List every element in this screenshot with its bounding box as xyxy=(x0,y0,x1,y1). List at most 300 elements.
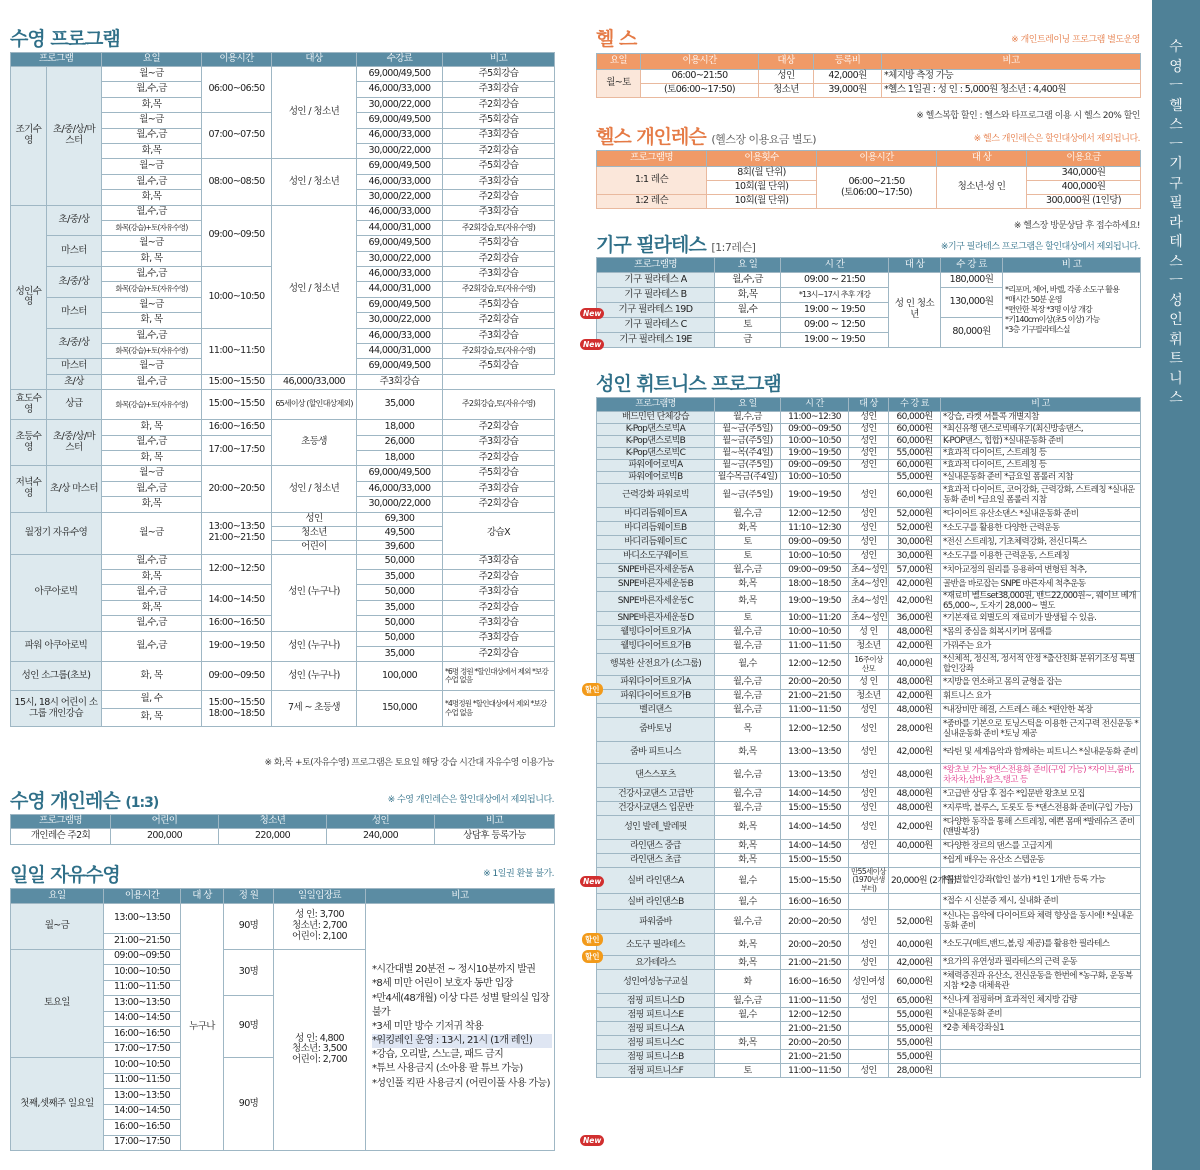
pt-time: (토06:00~17:50) xyxy=(841,186,912,198)
free-note: *시간대별 20분전 ~ 정시10분까지 발권 xyxy=(372,964,536,976)
target-cell: 성인 (누구나) xyxy=(272,662,357,691)
fitness-target: 초4~성인 xyxy=(849,612,889,626)
pilates-day: 월,수,금 xyxy=(715,273,781,288)
pilates-table xyxy=(596,257,1141,348)
fitness-row xyxy=(597,718,1141,742)
health-remark: *헬스 1일권 : 성 인 : 5,000원 청소년 : 4,400원 xyxy=(882,84,1141,98)
fitness-remark: *지방을 연소하고 몸의 균형을 잡는 xyxy=(941,676,1141,690)
swim-lesson-note: ※ 수영 개인레슨은 할인대상에서 제외됩니다. xyxy=(387,795,554,805)
fee-cell: 18,000 xyxy=(357,420,443,435)
lesson-cell: 200,000 xyxy=(111,829,219,845)
sub-level: 마스터 xyxy=(47,359,102,374)
fitness-row xyxy=(597,436,1141,448)
pilates-fee: 130,000원 xyxy=(941,288,1003,318)
free-time: 14:00~14:50 xyxy=(104,1011,181,1027)
pilates-remark: *리포머, 체어, 바렐, 각종 소도구 활용 xyxy=(1005,285,1120,294)
fitness-program: SNPE바른자세운동A xyxy=(597,564,715,578)
time-cell: 06:00~06:50 xyxy=(202,67,272,113)
fitness-row xyxy=(597,448,1141,460)
fitness-row xyxy=(597,854,1141,868)
free-cap: 90명 xyxy=(224,1058,274,1151)
fitness-fee: 65,000원 xyxy=(889,994,941,1008)
sub-level: 초/상 xyxy=(47,374,102,389)
fee-cell: 69,000/49,500 xyxy=(357,67,443,82)
fitness-remark: *라틴 및 세계음악과 함께하는 피트니스 *실내운동화 준비 xyxy=(941,742,1141,764)
fitness-program: 줌바토닝 xyxy=(597,718,715,742)
fitness-program: 점핑 피트니스F xyxy=(597,1064,715,1078)
fee-cell: 30,000/22,000 xyxy=(357,497,443,512)
pilates-remark: *매시간 50분 운영 xyxy=(1005,295,1062,304)
fitness-target xyxy=(849,1036,889,1050)
pilates-time: 19:00 ~ 19:50 xyxy=(781,333,889,348)
pilates-day: 화,목 xyxy=(715,288,781,303)
fitness-remark: *치아교정의 원리를 응용하여 변형된 척추, xyxy=(941,564,1141,578)
free-time: 21:00~21:50 xyxy=(104,934,181,950)
pilates-remark: *3층 기구필라테스실 xyxy=(1005,325,1070,334)
fitness-day: 월,수 xyxy=(715,894,781,910)
pilates-day: 월,수 xyxy=(715,303,781,318)
fitness-remark: *접수 시 신분증 제시, 실내화 준비 xyxy=(941,894,1141,910)
sub-level: 초/상 마스터 xyxy=(47,466,102,512)
fitness-fee: 48,000원 xyxy=(889,676,941,690)
fitness-day: 목 xyxy=(715,718,781,742)
fee-cell: 46,000/33,000 xyxy=(272,374,357,389)
lesson-cell: 240,000 xyxy=(327,829,435,845)
fitness-fee: 55,000원 xyxy=(889,472,941,484)
fee-cell: 35,000 xyxy=(357,600,443,615)
new-badge: New xyxy=(580,1135,604,1146)
fee-cell: 46,000/33,000 xyxy=(357,174,443,189)
fitness-time: 19:00~19:50 xyxy=(781,448,849,460)
free-note: *만4세(48개월) 이상 다른 성별 탈의실 입장 불가 xyxy=(372,992,550,1018)
fitness-fee: 30,000원 xyxy=(889,536,941,550)
time-cell: 10:00~10:50 xyxy=(202,267,272,329)
fitness-program: 점핑 피트니스D xyxy=(597,994,715,1008)
fitness-row xyxy=(597,484,1141,508)
fitness-fee: 28,000원 xyxy=(889,1064,941,1078)
sub-level: 초/중/상 xyxy=(47,205,102,236)
fitness-time: 09:00~09:50 xyxy=(781,460,849,472)
fitness-remark: *소도구를 활용한 다양한 근력운동 xyxy=(941,522,1141,536)
fitness-row xyxy=(597,764,1141,788)
free-cap: 90명 xyxy=(224,904,274,950)
fitness-row xyxy=(597,840,1141,854)
fitness-day: 월,수,금 xyxy=(715,802,781,816)
fitness-row xyxy=(597,742,1141,764)
target-cell: 성인 / 청소년 xyxy=(272,159,357,205)
fitness-row xyxy=(597,564,1141,578)
time-cell: 09:00~09:50 xyxy=(202,662,272,691)
fee-cell: 44,000/31,000 xyxy=(357,282,443,297)
health-target: 청소년 xyxy=(759,84,814,98)
day-cell: 월,수,금 xyxy=(102,631,202,662)
fitness-row xyxy=(597,1050,1141,1064)
free-time: 09:00~09:50 xyxy=(104,949,181,965)
fitness-day: 화,목 xyxy=(715,592,781,612)
fitness-program: K-Pop댄스로빅B xyxy=(597,436,715,448)
fitness-title: 성인 휘트니스 프로그램 xyxy=(596,373,781,395)
fitness-remark: *지루박, 블루스, 도롯도 등 *댄스전용화 준비(구입 가능) xyxy=(941,802,1141,816)
target-cell: 초등생 xyxy=(272,420,357,466)
pt-program: 1:1 레슨 xyxy=(597,167,707,195)
fitness-target: 성 인 xyxy=(849,626,889,640)
fitness-remark: *특별할인강좌(할인 불가) *1인 1개반 등록 가능 xyxy=(941,868,1141,894)
fitness-day: 화,목 xyxy=(715,1036,781,1050)
fitness-time: 11:00~11:50 xyxy=(781,994,849,1008)
health-day: 월~토 xyxy=(597,70,641,98)
fitness-target: 성인 xyxy=(849,934,889,956)
pt-count: 8회(월 단위) xyxy=(707,167,817,181)
day-cell: 월~금 xyxy=(102,159,202,174)
fitness-day: 월~목(주4일) xyxy=(715,448,781,460)
fitness-target: 성인 xyxy=(849,816,889,840)
sale-badge: 할인 xyxy=(582,683,603,696)
fitness-fee: 60,000원 xyxy=(889,412,941,424)
fitness-program: 파워다이어트요가B xyxy=(597,690,715,704)
swim-header-time: 이용시간 xyxy=(202,53,272,67)
fitness-program: SNPE바른자세운동C xyxy=(597,592,715,612)
fitness-fee: 60,000원 xyxy=(889,436,941,448)
free-time: 17:00~17:50 xyxy=(104,1135,181,1151)
fitness-day xyxy=(715,1022,781,1036)
health-header: 대상 xyxy=(759,54,814,70)
health-time: (토06:00~17:50) xyxy=(641,84,759,98)
target-cell: 어린이 xyxy=(272,540,357,554)
fitness-row xyxy=(597,460,1141,472)
remark-cell: 주2회강습,토(자유수영) xyxy=(443,220,555,235)
fee-cell: 46,000/33,000 xyxy=(357,481,443,496)
fitness-program: 점핑 피트니스E xyxy=(597,1008,715,1022)
health-header: 요일 xyxy=(597,54,641,70)
time-cell: 12:00~12:50 xyxy=(202,554,272,585)
fitness-remark xyxy=(941,1064,1141,1078)
group-adult-swim: 성인수영 xyxy=(11,205,47,390)
fitness-day: 월,수,금 xyxy=(715,788,781,802)
sub-level: 초/중/상 xyxy=(47,328,102,359)
fitness-time: 09:00~09:50 xyxy=(781,536,849,550)
fitness-fee: 52,000원 xyxy=(889,522,941,536)
health-fee: 42,000원 xyxy=(814,70,882,84)
remark-cell: 주5회강습 xyxy=(443,159,555,174)
fitness-fee: 60,000원 xyxy=(889,970,941,994)
pilates-note: ※기구 필라테스 프로그램은 할인대상에서 제외됩니다. xyxy=(940,242,1140,252)
fitness-row xyxy=(597,1036,1141,1050)
sale-badge: 할인 xyxy=(582,950,603,963)
free-time: 10:00~10:50 xyxy=(104,1058,181,1074)
day-cell: 월~금 xyxy=(102,466,202,481)
fitness-time: 19:00~19:50 xyxy=(781,592,849,612)
day-cell: 화,목 xyxy=(102,190,202,205)
fee-cell: 46,000/33,000 xyxy=(357,267,443,282)
remark-cell: 주3회강습 xyxy=(443,554,555,569)
fitness-remark: *소도구를 이용한 근력운동, 스트레칭 xyxy=(941,550,1141,564)
pilates-program: 기구 필라테스 B xyxy=(597,288,715,303)
lesson-header: 청소년 xyxy=(219,815,327,829)
free-fee-line: 어린이: 2,100 xyxy=(292,930,347,942)
remark-cell: 주2회강습,토(자유수영) xyxy=(443,390,555,420)
pilates-remark: *키140cm이상(초5 이상) 가능 xyxy=(1005,315,1100,324)
fitness-remark xyxy=(941,1036,1141,1050)
fitness-target: 초4~성인 xyxy=(849,564,889,578)
fitness-fee: 48,000원 xyxy=(889,626,941,640)
fee-cell: 30,000/22,000 xyxy=(357,313,443,328)
remark-cell: 주3회강습 xyxy=(443,82,555,97)
day-cell: 월,수,금 xyxy=(102,205,202,220)
fitness-time: 14:00~14:50 xyxy=(781,788,849,802)
free-day: 월~금 xyxy=(11,904,104,950)
free-time: 16:00~16:50 xyxy=(104,1120,181,1136)
pilates-title-sub: [1:7레슨] xyxy=(711,241,756,254)
day-cell: 화, 목 xyxy=(102,709,202,727)
fitness-program: 웰빙다이어트요가B xyxy=(597,640,715,654)
fitness-day: 월,수,금 xyxy=(715,508,781,522)
fitness-program: 웰빙다이어트요가A xyxy=(597,626,715,640)
side-tab xyxy=(1152,0,1200,1170)
time-cell: 09:00~09:50 xyxy=(202,205,272,267)
fitness-remark: *기본재료 외별도의 재료비가 발생될 수 있음. xyxy=(941,612,1141,626)
free-time: 16:00~16:50 xyxy=(104,1027,181,1043)
free-time: 13:00~13:50 xyxy=(104,1089,181,1105)
fitness-remark: *다양한 장르의 댄스를 고급지게 xyxy=(941,840,1141,854)
fitness-fee: 40,000원 xyxy=(889,934,941,956)
fitness-row xyxy=(597,626,1141,640)
free-fee-line: 성 인: 4,800 xyxy=(295,1032,344,1044)
fee-cell: 50,000 xyxy=(357,585,443,600)
health-title: 헬 스 xyxy=(596,28,637,50)
swim-lesson-title-sub: (1:3) xyxy=(125,795,159,811)
pilates-header: 시 간 xyxy=(781,258,889,273)
fitness-remark: *효과적 다이어트, 코어강화, 근력강화, 스트레칭 *실내운동화 준비 *금요일 폼롤러 지참 xyxy=(941,484,1141,508)
fee-cell: 49,500 xyxy=(357,526,443,540)
pilates-title: 기구 필라테스 xyxy=(596,234,706,256)
free-cap: 90명 xyxy=(224,996,274,1058)
fee-cell: 69,000/49,500 xyxy=(357,297,443,312)
swim-program-title: 수영 프로그램 xyxy=(10,28,120,50)
remark-cell: 주3회강습 xyxy=(443,267,555,282)
free-target: 누구나 xyxy=(181,904,224,1151)
fitness-time: 13:00~13:50 xyxy=(781,742,849,764)
day-cell: 화,목 xyxy=(102,143,202,158)
lesson-header: 성인 xyxy=(327,815,435,829)
fitness-program: 실버 라인댄스B xyxy=(597,894,715,910)
fitness-row xyxy=(597,970,1141,994)
fitness-time: 11:10~12:30 xyxy=(781,522,849,536)
fitness-program: SNPE바른자세운동B xyxy=(597,578,715,592)
time-line: 13:00~13:50 xyxy=(208,521,265,533)
fitness-target: 성인 xyxy=(849,522,889,536)
pt-count: 10회(월 단위) xyxy=(707,195,817,209)
fitness-time: 16:00~16:50 xyxy=(781,970,849,994)
time-line: 15:00~15:50 xyxy=(208,697,265,709)
fee-cell: 30,000/22,000 xyxy=(357,97,443,112)
fitness-target: 성인 xyxy=(849,448,889,460)
fitness-fee: 42,000원 xyxy=(889,690,941,704)
time-cell: 17:00~17:50 xyxy=(202,435,272,466)
fitness-remark: *고급반 상담 후 접수 *입문반 왕초보 모집 xyxy=(941,788,1141,802)
fitness-target: 성인 xyxy=(849,1064,889,1078)
remark-cell: 주5회강습 xyxy=(443,359,555,374)
fitness-fee: 28,000원 xyxy=(889,718,941,742)
free-note: *강습, 오리발, 스노클, 패드 금지 xyxy=(372,1049,504,1061)
time-cell: 07:00~07:50 xyxy=(202,113,272,159)
fitness-time: 12:00~12:50 xyxy=(781,508,849,522)
remark-cell: 주3회강습 xyxy=(443,481,555,496)
fee-cell: 69,000/49,500 xyxy=(357,159,443,174)
fitness-fee: 42,000원 xyxy=(889,742,941,764)
fitness-fee: 42,000원 xyxy=(889,578,941,592)
pt-fee: 400,000원 xyxy=(1027,181,1141,195)
health-time: 06:00~21:50 xyxy=(641,70,759,84)
free-time: 14:00~14:50 xyxy=(104,1104,181,1120)
fee-cell: 30,000/22,000 xyxy=(357,143,443,158)
sub-level: 초/중/상/마스터 xyxy=(47,67,102,206)
fitness-target: 만55세이상 (1970년생부터) xyxy=(849,868,889,894)
time-cell: 14:00~14:50 xyxy=(202,585,272,616)
fitness-day: 화,목 xyxy=(715,816,781,840)
fitness-row xyxy=(597,508,1141,522)
fitness-fee xyxy=(889,894,941,910)
swim-header-day: 요일 xyxy=(102,53,202,67)
fitness-remark: *효과적 다이어트, 스트레칭 등 xyxy=(941,460,1141,472)
pilates-program: 기구 필라테스 19E xyxy=(597,333,715,348)
pilates-header: 비 고 xyxy=(1003,258,1141,273)
fitness-day: 월~금(주5일) xyxy=(715,436,781,448)
day-cell: 월,수,금 xyxy=(102,174,202,189)
target-cell: 7세 ~ 초등생 xyxy=(272,691,357,727)
target-cell: 성인 xyxy=(272,512,357,526)
swim-header-remark: 비고 xyxy=(443,53,555,67)
fitness-target xyxy=(849,894,889,910)
day-cell: 화,목 xyxy=(102,497,202,512)
fitness-row xyxy=(597,676,1141,690)
fitness-remark: *왕초보 가능 *댄스전용화 준비(구입 가능) *자이브,룸바,차차차,삼바,왈츠,탱고 등 xyxy=(941,764,1141,788)
health-pt-title: 헬스 개인레슨 xyxy=(596,126,706,148)
pilates-time: 09:00 ~ 12:50 xyxy=(781,318,889,333)
health-pt-table xyxy=(596,150,1141,209)
fitness-day xyxy=(715,1050,781,1064)
fitness-day: 월,수 xyxy=(715,654,781,676)
day-cell: 월~금 xyxy=(102,297,202,312)
fitness-fee: 30,000원 xyxy=(889,550,941,564)
fee-cell: 150,000 xyxy=(357,691,443,727)
fitness-header: 수 강 료 xyxy=(889,398,941,412)
fitness-header: 비 고 xyxy=(941,398,1141,412)
pilates-time: 19:00 ~ 19:50 xyxy=(781,303,889,318)
fitness-target xyxy=(849,1022,889,1036)
fitness-time: 14:00~14:50 xyxy=(781,840,849,854)
free-note: *3세 미만 방수 기저귀 착용 xyxy=(372,1020,484,1032)
group-senior-swim: 효도수영 xyxy=(11,390,47,420)
fitness-time: 21:00~21:50 xyxy=(781,1022,849,1036)
remark-cell: 주2회강습 xyxy=(443,97,555,112)
remark-cell: 주3회강습 xyxy=(443,435,555,450)
swim-program-table xyxy=(10,52,555,727)
fitness-day: 토 xyxy=(715,612,781,626)
fitness-target: 성인 xyxy=(849,788,889,802)
pilates-target: 성 인 청소년 xyxy=(889,273,941,348)
pilates-header: 대 상 xyxy=(889,258,941,273)
remark-cell: 주3회강습 xyxy=(443,585,555,600)
group-kids-swim: 초등수영 xyxy=(11,420,47,466)
fee-cell: 46,000/33,000 xyxy=(357,82,443,97)
remark-cell: 주5회강습 xyxy=(443,236,555,251)
fitness-target: 초4~성인 xyxy=(849,578,889,592)
fitness-program: K-Pop댄스로빅C xyxy=(597,448,715,460)
fitness-fee: 60,000원 xyxy=(889,424,941,436)
sub-level: 초/중/상/마스터 xyxy=(47,420,102,466)
lesson-cell: 상담후 등록가능 xyxy=(435,829,555,845)
fitness-row xyxy=(597,612,1141,626)
remark-cell: 강습X xyxy=(443,512,555,554)
fitness-header: 프로그램명 xyxy=(597,398,715,412)
fitness-time: 12:00~12:50 xyxy=(781,654,849,676)
health-pt-title-sub: (헬스장 이용요금 별도) xyxy=(711,133,817,146)
free-swim-note: ※ 1일권 환불 불가. xyxy=(483,869,554,879)
day-cell: 월,수,금 xyxy=(102,554,202,569)
free-note: *8세 미만 어린이 보호자 동반 입장 xyxy=(372,978,513,990)
fee-cell: 35,000 xyxy=(357,569,443,584)
fitness-program: 라인댄스 초급 xyxy=(597,854,715,868)
fitness-row xyxy=(597,868,1141,894)
fitness-time: 13:00~13:50 xyxy=(781,764,849,788)
fitness-target: 초4~성인 xyxy=(849,592,889,612)
fitness-program: K-Pop댄스로빅A xyxy=(597,424,715,436)
day-cell: 화, 목 xyxy=(102,662,202,691)
fitness-row xyxy=(597,654,1141,676)
time-cell: 20:00~20:50 xyxy=(202,466,272,512)
fitness-time: 20:00~20:50 xyxy=(781,676,849,690)
fee-cell: 69,000/49,500 xyxy=(357,359,443,374)
day-cell: 화,목 xyxy=(102,97,202,112)
free-header: 비고 xyxy=(366,889,555,904)
fitness-day: 월,수,금 xyxy=(715,994,781,1008)
fitness-program: SNPE바른자세운동D xyxy=(597,612,715,626)
fitness-time: 12:00~12:50 xyxy=(781,718,849,742)
health-footnote: ※ 헬스복합 할인 : 헬스와 타프로그램 이용 시 헬스 20% 할인 xyxy=(916,111,1140,121)
day-cell: 월~금 xyxy=(102,236,202,251)
sub-level: 상급 xyxy=(47,390,102,420)
fitness-fee: 48,000원 xyxy=(889,788,941,802)
fitness-row xyxy=(597,788,1141,802)
fitness-row xyxy=(597,640,1141,654)
fitness-remark: *신나게 점핑하며 효과적인 체지방 감량 xyxy=(941,994,1141,1008)
remark-cell: 주2회강습 xyxy=(443,497,555,512)
fitness-target: 성인 xyxy=(849,460,889,472)
fitness-remark: *다양한 동작을 통해 스트레칭, 예쁜 몸매 *발레슈즈 준비 (맨발복장) xyxy=(941,816,1141,840)
fitness-row xyxy=(597,522,1141,536)
fitness-row xyxy=(597,1064,1141,1078)
fitness-program: 성인여성농구교실 xyxy=(597,970,715,994)
fitness-remark: *줌바를 기본으로 토닝스틱을 이용한 근지구력 전신운동 *실내운동화 준비 *토닝 제공 xyxy=(941,718,1141,742)
fitness-fee: 55,000원 xyxy=(889,1036,941,1050)
fitness-day: 월수목금(주4일) xyxy=(715,472,781,484)
fitness-time: 09:00~09:50 xyxy=(781,424,849,436)
fitness-fee: 42,000원 xyxy=(889,640,941,654)
fitness-fee: 55,000원 xyxy=(889,1022,941,1036)
remark-cell: 주5회강습 xyxy=(443,466,555,481)
fitness-day: 월~금(주5일) xyxy=(715,424,781,436)
free-time: 10:00~10:50 xyxy=(104,965,181,981)
health-header: 비고 xyxy=(882,54,1141,70)
fitness-program: 실버 라인댄스A xyxy=(597,868,715,894)
fitness-remark: 가꿔주는 요가 xyxy=(941,640,1141,654)
fitness-fee: 55,000원 xyxy=(889,448,941,460)
fitness-time: 20:00~20:50 xyxy=(781,1036,849,1050)
day-cell: 화목(강습)+토(자유수영) xyxy=(102,390,202,420)
fee-cell: 69,300 xyxy=(357,512,443,526)
day-cell: 월,수,금 xyxy=(102,481,202,496)
day-cell: 화,목 xyxy=(102,569,202,584)
